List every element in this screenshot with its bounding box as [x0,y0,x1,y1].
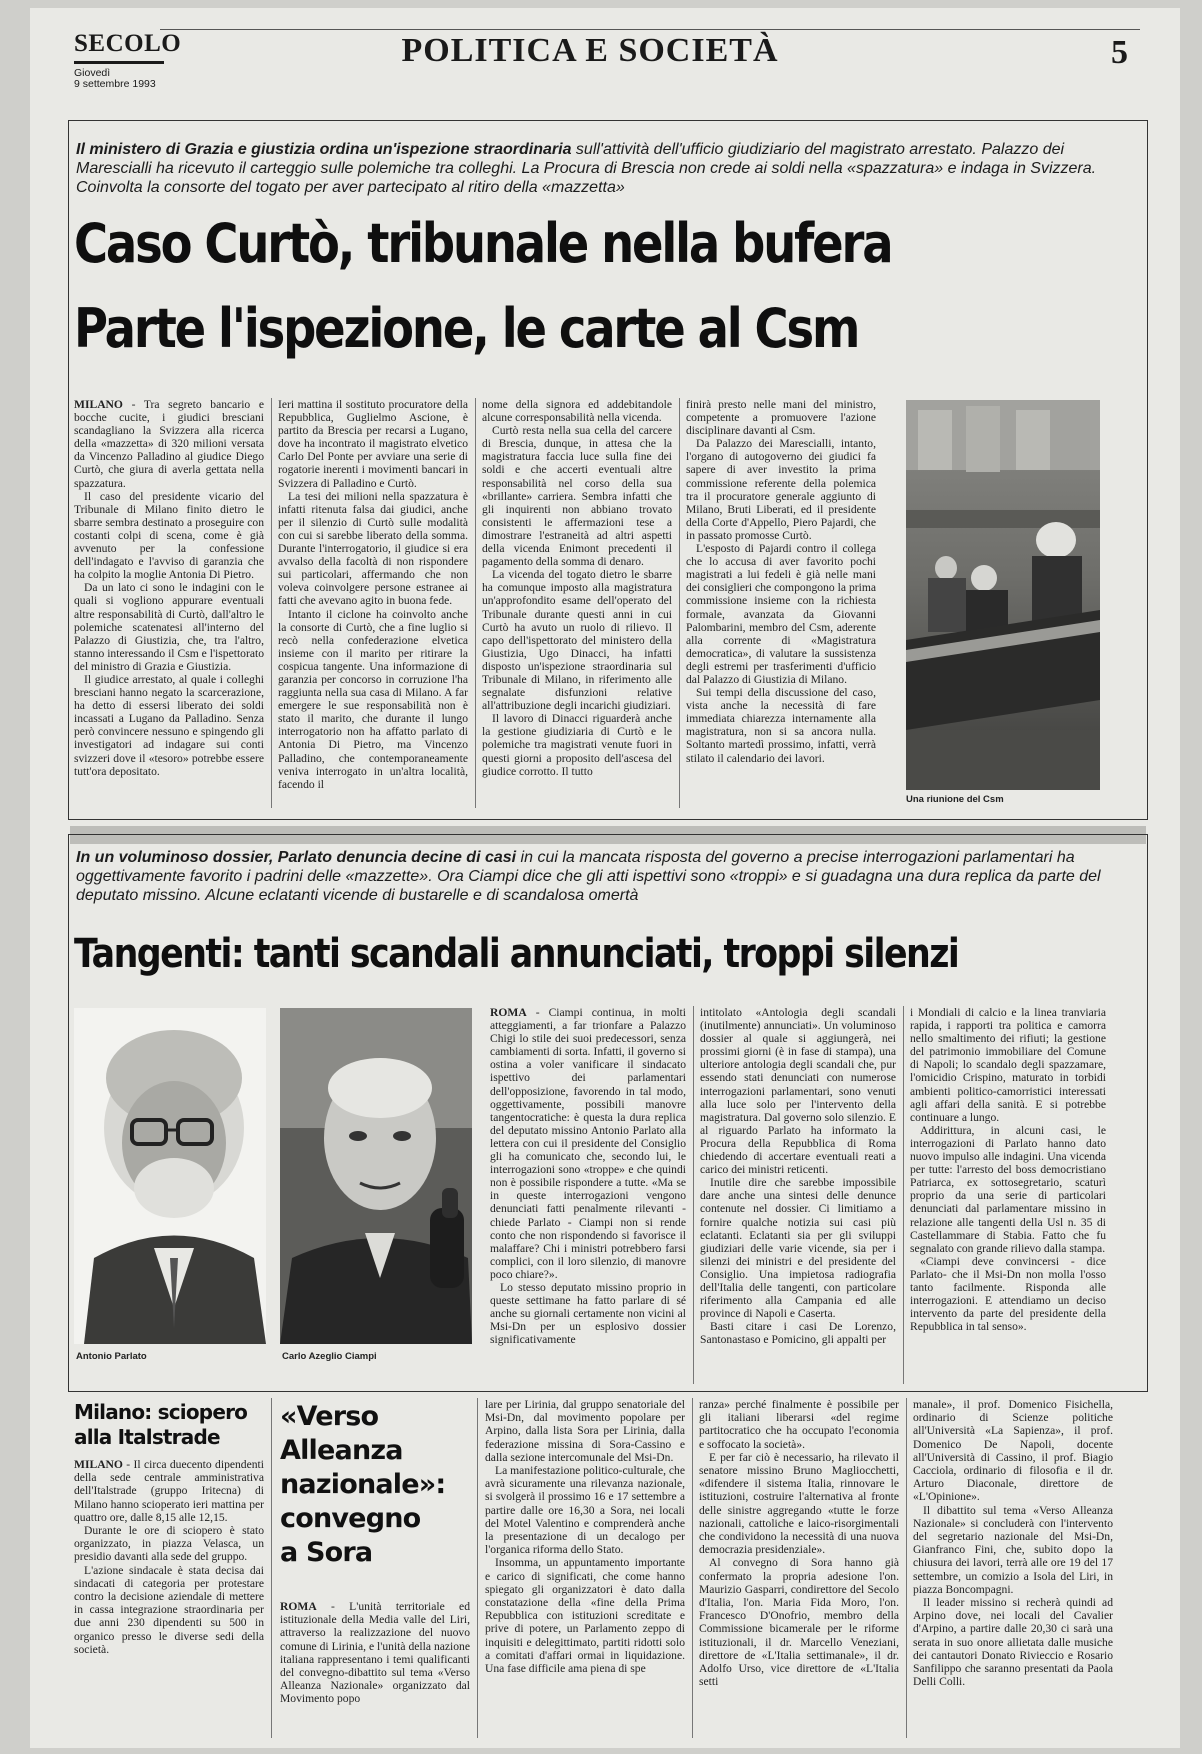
story1-col3-para: La vicenda del togato dietro le sbarre ha comunque imposto alla magistratura un'approfondito esame dell'operato del Tribunale durante questi anni in cui Curtò ha avuto un ruolo di rilievo. Il capo dell'ispettorato del ministero della Giustizia, Ugo Dinacci, ha infatti disposto un'ispezione straordinaria sul Tribunale di Milano, in riferimento alle segnalate disfunzioni relative all'attribuzione degli incarichi giudiziari. [482,568,672,713]
story4-intro-para: ROMA - L'unità territoriale ed istituzionale della Media valle del Liri, attraverso la realizzazione del nuovo comune di Lirinia, e l'unità della nazione italiana rappresentano i temi qualificanti del convegno-dibattito sul tema «Verso Alleanza Nazionale» organizzato dal Movimento popo [280,1600,470,1706]
story2-headline: Tangenti: tanti scandali annunciati, troppi silenzi [74,931,959,977]
masthead [70,28,1140,98]
ciampi-photo-image [280,1008,472,1344]
story1-col4-para: finirà presto nelle mani del ministro, competente a promuovere l'azione disciplinare davanti al Csm. [686,398,876,438]
csm-photo-caption: Una riunione del Csm [906,794,1004,805]
paper-name-underline [74,61,164,64]
story4-col1-para: Insomma, un appuntamento importante e carico di significati, che come hanno spiegato gli organizzatori è dato dalla constatazione della «fine della Prima Repubblica con istituzioni screditate e prive di potere, un Parlamento zeppo di inquisiti e delegittimato, partiti ridotti solo a comitati d'affari ormai in liquidazione. Una fase difficile ama piena di spe [485,1556,685,1676]
story2-dateline: ROMA [490,1006,527,1019]
story1-col1-para: MILANO - Tra segreto bancario e bocche cucite, i giudici bresciani scandagliano la Svizzera alla ricerca della «mazzetta» di 320 milioni versata da Vincenzo Palladino al giudice Diego Curtò, che giura di averla gettata nella spazzatura. [74,398,264,490]
story3-headline-line1: Milano: sciopero [74,1400,248,1424]
story2-col1-para: ROMA - Ciampi continua, in molti atteggiamenti, a far trionfare a Palazzo Chigi lo stile dei suoi predecessori, senza cambiamenti di sorta. Infatti, il governo si ostina a voler vanificare il sindacato ispettivo dei parlamentari dell'opposizione, favorendo in tal modo, oggettivamente, possibili manovre tangentocratiche: è questa la dura replica del deputato missino Antonio Parlato alla lettera con cui il presidente del Consiglio gli ha comunicato che, secondo lui, le interrogazioni sono «troppe» e che quindi non è possibile rispondere a tutte. «Ma se in queste interrogazioni vengono denunciati fatti penalmente rilevanti - chiede Parlato - Ciampi non si rende conto che non rispondendo si favorisce il malaffare? Chi i ministri potrebbero farsi complici, con il loro silenzio, di manovre poco chiare?». [490,1006,686,1281]
section-title: POLITICA E SOCIETÀ [401,32,779,69]
story2-col2-para: intitolato «Antologia degli scandali (inutilmente) annunciati». Un voluminoso dossier al quale si aggiungerà, nei prossimi giorni (è in fase di stampa), una ulteriore antologia degli scandali che, pur essendo stati denunciati con numerose interrogazioni parlamentari, sono venuti alla luce solo per l'intervento della magistratura. Dal governo solo silenzio. E al riguardo Parlato ha informato la Procura della Repubblica di Roma chiedendo di accertare eventuali reati a carico dei ministri reticenti. [700,1006,896,1177]
column-rule [679,398,680,808]
story1-headline-line1: Caso Curtò, tribunale nella bufera [74,212,892,275]
story1-col2-para: Ieri mattina il sostituto procuratore della Repubblica, Guglielmo Ascione, è partito da Brescia per recarsi a Lugano, dove ha incontrato il magistrato elvetico Carlo Del Ponte per avviare una serie di rogatorie inerenti i movimenti bancari in Svizzera di Palladino e Curtò. [278,398,468,490]
parlato-photo [74,1008,266,1344]
story4-headline-line: convegno [280,1503,421,1534]
story2-kicker-rest: in cui la mancata risposta del governo a precise interrogazioni parlamentari ha oggettivamente favorito i padrini delle «mazzette». Ora Ciampi dice che gli atti ispettivi sono «troppi» e si guadagna una dura replica da parte del deputato missino. Alcune eclatanti vicende di bustarelle e di scandalosa omertà [76,849,1101,904]
issue-date [74,68,156,90]
story2-column-3 [910,1006,1106,1384]
story3-dateline: MILANO [74,1458,123,1471]
story1-col1-para: Il caso del presidente vicario del Tribunale di Milano finito dietro le sbarre sembra destinato a proseguire con costanti colpi di scena, come è già avvenuto per la confessione dell'indagato e l'avviso di garanzia che ha colpito la moglie Antonia Di Pietro. [74,489,264,582]
story3-body [74,1458,264,1738]
story3-headline [74,1400,264,1450]
story1-col4-para: L'esposto di Pajardi contro il collega che lo accusa di aver favorito pochi magistrati a lui fedeli è già nelle mani dei consiglieri che compongono la prima commissione insieme con la richiesta formale, avanzata da Giovanni Palombarini, membro del Csm, aderente alla corrente di «Magistratura democratica», di valutare la sussistenza degli estremi per trasferimenti d'ufficio dal Palazzo di Giustizia di Milano. [686,542,876,686]
story1-col2-para: Intanto il ciclone ha coinvolto anche la consorte di Curtò, che a fine luglio si recò nella confederazione elvetica insieme con il marito per ritirare la cospicua tangente. Una informazione di garanzia per concorso in corruzione l'ha raggiunta nella sua casa di Milano. A far emergere le sue responsabilità non è stato il marito, che durante il lungo interrogatorio non ha affatto parlato di Antonia Di Pietro, ma Vincenzo Palladino, che contemporaneamente veniva interrogato in un'altra località, facendo il [278,607,468,791]
story2-col3-para: i Mondiali di calcio e la linea tranviaria rapida, i rapporti tra politica e camorra nello smaltimento dei rifiuti; la gestione del patrimonio immobiliare del Comune di Napoli; lo scandalo degli spazzamare, l'omicidio Crispino, maturato in torbidi ambienti politico-camorristici interessati agli affari della sanità. E si potrebbe continuare a lungo. [910,1006,1106,1124]
story2-column-1 [490,1006,686,1384]
story2-col3-para: «Ciampi deve convincersi - dice Parlato- che il Msi-Dn non molla l'osso tanto facilmente. Risponda alle interrogazioni. E attendiamo un deciso intervento da parte del presidente della Repubblica in tal senso». [910,1254,1106,1334]
story2-col2-para: Basti citare i casi De Lorenzo, Santonastaso e Pomicino, gli appalti per [700,1320,896,1347]
story2-col1-para: Lo stesso deputato missino proprio in queste settimane ha fatto parlare di sé anche su giornali certamente non vicini al Msi-Dn per un esplosivo dossier significativamente [490,1280,686,1347]
ciampi-photo [280,1008,472,1344]
story3-headline-line2: alla Italstrade [74,1425,220,1449]
story4-col2-para: E per far ciò è necessario, ha rilevato il senatore missino Bruno Magliocchetti, «difendere il sistema Italia, rinnovare le istituzioni, costruire l'alternativa al fronte delle sinistre aggregando «tutte le forze nazionali, cattoliche e laico-risorgimentali che condividono la necessità di una nuova democrazia presidenziale». [699,1450,899,1557]
story1-kicker-rest: sull'attività dell'ufficio giudiziario del magistrato arrestato. Palazzo dei Marescialli ha ricevuto il carteggio sulle polemiche tra colleghi. La Procura di Brescia non crede ai soldi nella «spazzatura» e indaga in Svizzera. Coinvolta la consorte del togato per aver partecipato al ritiro della «mazzetta» [76,141,1097,196]
story4-column-3 [913,1398,1113,1738]
parlato-photo-image [74,1008,266,1344]
paper-name: SECOLO [74,30,182,57]
issue-weekday: Giovedì [74,67,111,79]
story4-headline-line: nazionale»: [280,1469,446,1500]
story2-col3-para: Addirittura, in alcuni casi, le interrogazioni di Parlato hanno dato nuovo impulso alle indagini. Una vicenda per tutte: l'arresto del boss democristiano Patriarca, ex sottosegretario, scaturì proprio da una serie di particolari denunciati dal parlamentare missino in relazione alle tangenti della Usl n. 35 di Castellammare di Stabia. Fatto che fu segnalato con grande rilievo dalla stampa. [910,1123,1106,1255]
story4-column-2 [699,1398,899,1738]
story1-col2-para: La tesi dei milioni nella spazzatura è infatti ritenuta falsa dai giudici, anche per il silenzio di Curtò sulle modalità con cui si sarebbe liberato della somma. Durante l'interrogatorio, il giudice si era avvalso della facoltà di non rispondere sui particolari, affermando che non voleva coinvolgere persone estranee ai fatti che avevano agito in buona fede. [278,489,468,608]
page-number: 5 [1111,34,1128,71]
story1-dateline: MILANO [74,398,123,411]
story1-col1-para: Il giudice arrestato, al quale i colleghi bresciani hanno negato la scarcerazione, ha detto di essersi liberato dei soldi incassati a Lugano da Palladino. Senza però convincere nessuno e spingendo gli investigatori ad indagare sui conti svizzeri dove il «tesoro» potrebbe essere tutt'ora depositato. [74,672,264,778]
csm-meeting-photo-image [906,400,1100,790]
story1-column-3 [482,398,672,806]
story2-kicker [76,848,1116,905]
parlato-photo-caption: Antonio Parlato [76,1351,147,1362]
story4-col2-para: ranza» perché finalmente è possibile per gli italiani liberarsi «del regime partitocratico che ha occupato l'economia e soffocato la società». [699,1398,899,1451]
csm-meeting-photo [906,400,1100,790]
column-rule [903,1006,904,1384]
masthead-rule [160,29,1140,30]
story4-dateline: ROMA [280,1600,317,1613]
story4-headline-line: «Verso [280,1401,379,1432]
story4-col3-para: manale», il prof. Domenico Fisichella, ordinario di Scienze politiche all'Università «La Sapienza», il prof. Domenico De Napoli, docente all'Università di Cassino, il prof. Biagio Cacciola, ordinario di filosofia e il dr. Arturo Diaconale, direttore de «L'Opinione». [913,1398,1113,1504]
story4-headline-line: Alleanza [280,1435,403,1466]
story3-para: Durante le ore di sciopero è stato organizzato, in piazza Velasca, un presidio davanti alla sede del gruppo. [74,1524,264,1564]
story4-headline-line: a Sora [280,1537,373,1568]
story4-col3-para: Il leader missino si recherà quindi ad Arpino dove, nei locali del Cavalier d'Arpino, a partire dalle 20,30 ci sarà una serata in suo onore allietata dalle musiche dei cantautori Donato Rivieccio e Rosario Sanfilippo che saranno presentati da Paola Delli Colli. [913,1596,1113,1689]
story4-column-1 [485,1398,685,1738]
column-rule [477,1398,478,1738]
story1-kicker [76,140,1116,197]
newspaper-page [30,8,1180,1748]
story2-col2-para: Inutile dire che sarebbe impossibile dare anche una sintesi delle denunce contenute nel dossier. Ci limitiamo a fornire qualche notizia sui casi più eclatanti. Eclatanti sia per gli sviluppi giudiziari delle varie vicende, sia per i silenzi dei ministri e del presidente del Consiglio. Una impietosa radiografia dell'Italia delle tangenti, con particolare riferimento alla Campania ed alle province di Napoli e Caserta. [700,1176,896,1321]
story3-para: MILANO - Il circa duecento dipendenti della sede centrale amministrativa dell'Italstrade (gruppo Iritecna) di Milano hanno scioperato ieri mattina per quattro ore, dalle 8,15 alle 12,15. [74,1458,264,1524]
story1-col1-para: Da un lato ci sono le indagini con le quali si vogliono appurare eventuali altre responsabilità di Curtò, dall'altro le polemiche scatenatesi all'interno del Palazzo di Giustizia, che, tra l'altro, stanno interessando il Csm e l'ispettorato del ministro di Grazia e Giustizia. [74,581,264,673]
ciampi-photo-caption: Carlo Azeglio Ciampi [282,1351,377,1362]
story4-col1-para: lare per Lirinia, dal gruppo senatoriale del Msi-Dn, dal movimento popolare per Arpino, dalla lista Sora per Lirinia, dalla federazione missina di Sora-Cassino e dalla sezione intercomunale del Msi-Dn. [485,1398,685,1464]
story1-headline-line2: Parte l'ispezione, le carte al Csm [74,297,859,360]
story1-col3-para: nome della signora ed addebitandole alcune corresponsabilità nella vicenda. [482,398,672,425]
story1-column-1 [74,398,264,806]
column-rule [475,398,476,808]
story1-col4-para: Da Palazzo dei Marescialli, intanto, l'organo di autogoverno dei giudici fa sapere di aver investito la prima commissione referente della polemica tra il procuratore generale aggiunto di Milano, Bruti Liberati, ed il presidente della Corte d'Appello, Piero Pajardi, che in passato promosse Curtò. [686,437,876,542]
story2-column-2 [700,1006,896,1384]
story1-column-2 [278,398,468,806]
story1-col4-para: Sui tempi della discussione del caso, vista anche la necessità di fare immediata chiarezza internamente alla magistratura, non si sa ancora nulla. Soltanto martedì prossimo, infatti, verrà stilato il calendario dei lavori. [686,686,876,765]
column-rule [906,1398,907,1738]
story4-col2-para: Al convegno di Sora hanno già confermato la propria adesione l'on. Maurizio Gasparri, condirettore del Secolo d'Italia, l'on. Maria Fida Moro, l'on. Francesco D'Onofrio, membro della Commissione bicamerale per le riforme istituzionali, il dr. Marcello Veneziani, direttore de «L'Italia settimanale», il dr. Adolfo Urso, vice direttore de «L'Italia setti [699,1556,899,1689]
story1-col3-para: Curtò resta nella sua cella del carcere di Brescia, dunque, in attesa che la magistratura faccia luce sulla fine dei soldi e che accerti eventuali altre responsabilità nel corso della sua «brillante» carriera. Sembra infatti che gli inquirenti non abbiano trovato consistenti le affermazioni tese a dimostrare l'estraneità ad altri aspetti della vicenda Enimont precedenti il pagamento della somma di denaro. [482,424,672,569]
story1-col3-para: Il lavoro di Dinacci riguarderà anche la gestione giudiziaria di Curtò e le polemiche tra magistrati venute fuori in questi giorni a proposito dell'ascesa del giudice corrotto. Il tutto [482,712,672,778]
issue-day: 9 settembre 1993 [74,78,156,90]
column-rule [271,398,272,808]
story1-column-4 [686,398,876,806]
story2-kicker-bold: In un voluminoso dossier, Parlato denuncia decine di casi [76,849,517,866]
story1-kicker-bold: Il ministero di Grazia e giustizia ordina un'ispezione straordinaria [76,141,572,158]
story4-col1-para: La manifestazione politico-culturale, che avrà sicuramente una rilevanza nazionale, si svolgerà il prossimo 16 e 17 settembre a partire dalle ore 16,30 a Sora, nei locali del Motel Valentino e comprenderà anche la presentazione di un decalogo per l'organica riforma dello Stato. [485,1464,685,1557]
column-rule [693,1006,694,1384]
story4-headline [280,1400,470,1570]
column-rule [692,1398,693,1738]
story4-intro [280,1600,470,1740]
column-rule [271,1398,272,1738]
story3-para: L'azione sindacale è stata decisa dai sindacati di categoria per protestare contro la decisione aziendale di mettere in cassa integrazione straordinaria per due anni 230 dipendenti su 500 in organico presso le diverse sedi della società. [74,1563,264,1656]
story4-col3-para: Il dibattito sul tema «Verso Alleanza Nazionale» si concluderà con l'intervento del segretario nazionale del Msi-Dn, Gianfranco Fini, che, subito dopo la chiusura dei lavori, terrà alle ore 19 del 17 settembre, un comizio a Isola del Liri, in piazza Boncompagni. [913,1503,1113,1596]
